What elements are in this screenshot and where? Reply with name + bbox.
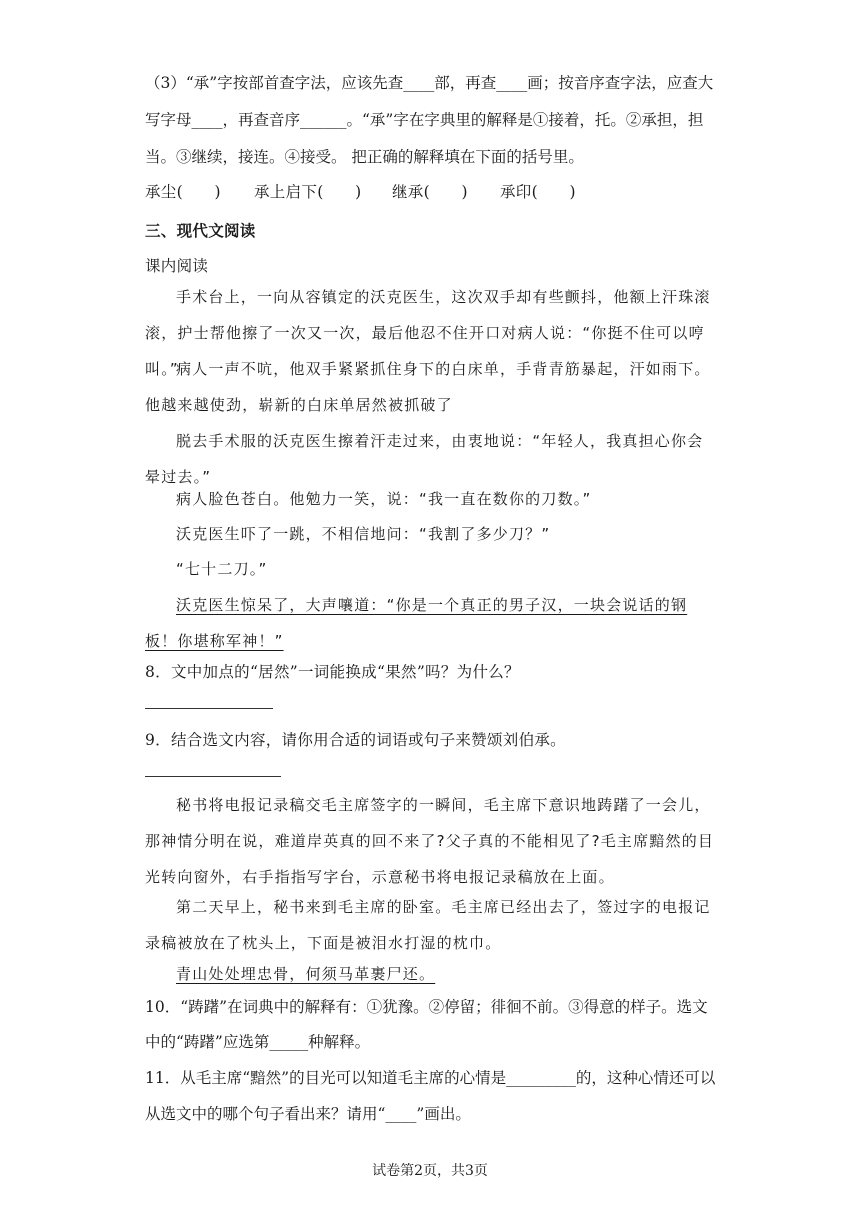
question-8: 8．文中加点的“居然”一词能换成“果然”吗？为什么？ <box>145 663 520 681</box>
passage1-paragraph-1: 手术台上，一向从容镇定的沃克医生，这次双手却有些颤抖，他额上汗珠滚滚，护士帮他擦了一次又一次，最后他忍不住开口对病人说：“你挺不住可以哼叫。” <box>145 288 711 378</box>
question-3-text: （3）“承”字按部首查字法，应该先查____部，再查____画；按音序查字法，应查大写字母____，再查音序______。“承”字在字典里的解释是①接着，托。②承担，担当。③继续，接连。④接受。 把正确的解释填在下面的括号里。 <box>145 74 714 166</box>
question-9: 9．结合选文内容，请你用合适的词语或句子来赞颂刘伯承。 <box>145 731 566 749</box>
word-jicheng: 继承( ) <box>392 183 468 201</box>
section-subheading: 课内阅读 <box>145 257 209 275</box>
underlined-sentence: 沃克医生惊呆了，大声嚷道：“你是一个真正的男子汉，一块会说话的钢板！你堪称军神！” <box>145 596 688 650</box>
passage1-paragraph-7-underlined <box>145 587 717 659</box>
underlined-poem-line: 青山处处埋忠骨，何须马革裹尸还。 <box>176 965 436 983</box>
passage1-paragraph-2: 病人一声不吭，他双手紧紧抓住身下的白床单，手背青筋暴起，汗如雨下。他越来越使劲，崭新的白床单居然被抓破了 <box>145 360 711 414</box>
passage1-paragraph-5: 沃克医生吓了一跳，不相信地问：“我割了多少刀？” <box>176 525 551 543</box>
word-chengchen: 承尘( ) <box>145 183 221 201</box>
question-11: 11．从毛主席“黯然”的目光可以知道毛主席的心情是_________的，这种心情还可以从选文中的哪个句子看出来？请用“____”画出。 <box>145 1069 716 1123</box>
word-chengyin: 承印( ) <box>500 183 576 201</box>
question-10: 10．“踌躇”在词典中的解释有：①犹豫。②停留；徘徊不前。③得意的样子。选文中的“踌躇”应选第_____种解释。 <box>145 998 708 1051</box>
passage1-paragraph-6: “七十二刀。” <box>176 560 268 578</box>
passage2-paragraph-1: 秘书将电报记录稿交毛主席签字的一瞬间，毛主席下意识地踌躇了一会儿，那神情分明在说，难道岸英真的回不来了?父子真的不能相见了?毛主席黯然的目光转向窗外，右手指指写字台，示意秘书将电报记录稿放在上面。 <box>145 796 715 886</box>
section-heading: 三、现代文阅读 <box>145 222 256 240</box>
passage2-paragraph-3-underlined <box>145 956 717 992</box>
question-9-answer-line[interactable] <box>145 776 281 777</box>
question-8-answer-line[interactable] <box>145 708 273 709</box>
passage1-paragraph-4: 病人脸色苍白。他勉力一笑，说：“我一直在数你的刀数。” <box>176 490 592 508</box>
passage2-paragraph-2: 第二天早上，秘书来到毛主席的卧室。毛主席已经出去了，签过字的电报记录稿被放在了枕头上，下面是被泪水打湿的枕巾。 <box>145 898 711 952</box>
passage1-paragraph-3: 脱去手术服的沃克医生擦着汗走过来，由衷地说：“年轻人，我真担心你会晕过去。” <box>145 432 704 486</box>
page-footer: 试卷第2页，共3页 <box>372 1163 488 1179</box>
word-chengshangqixia: 承上启下( ) <box>254 183 362 201</box>
